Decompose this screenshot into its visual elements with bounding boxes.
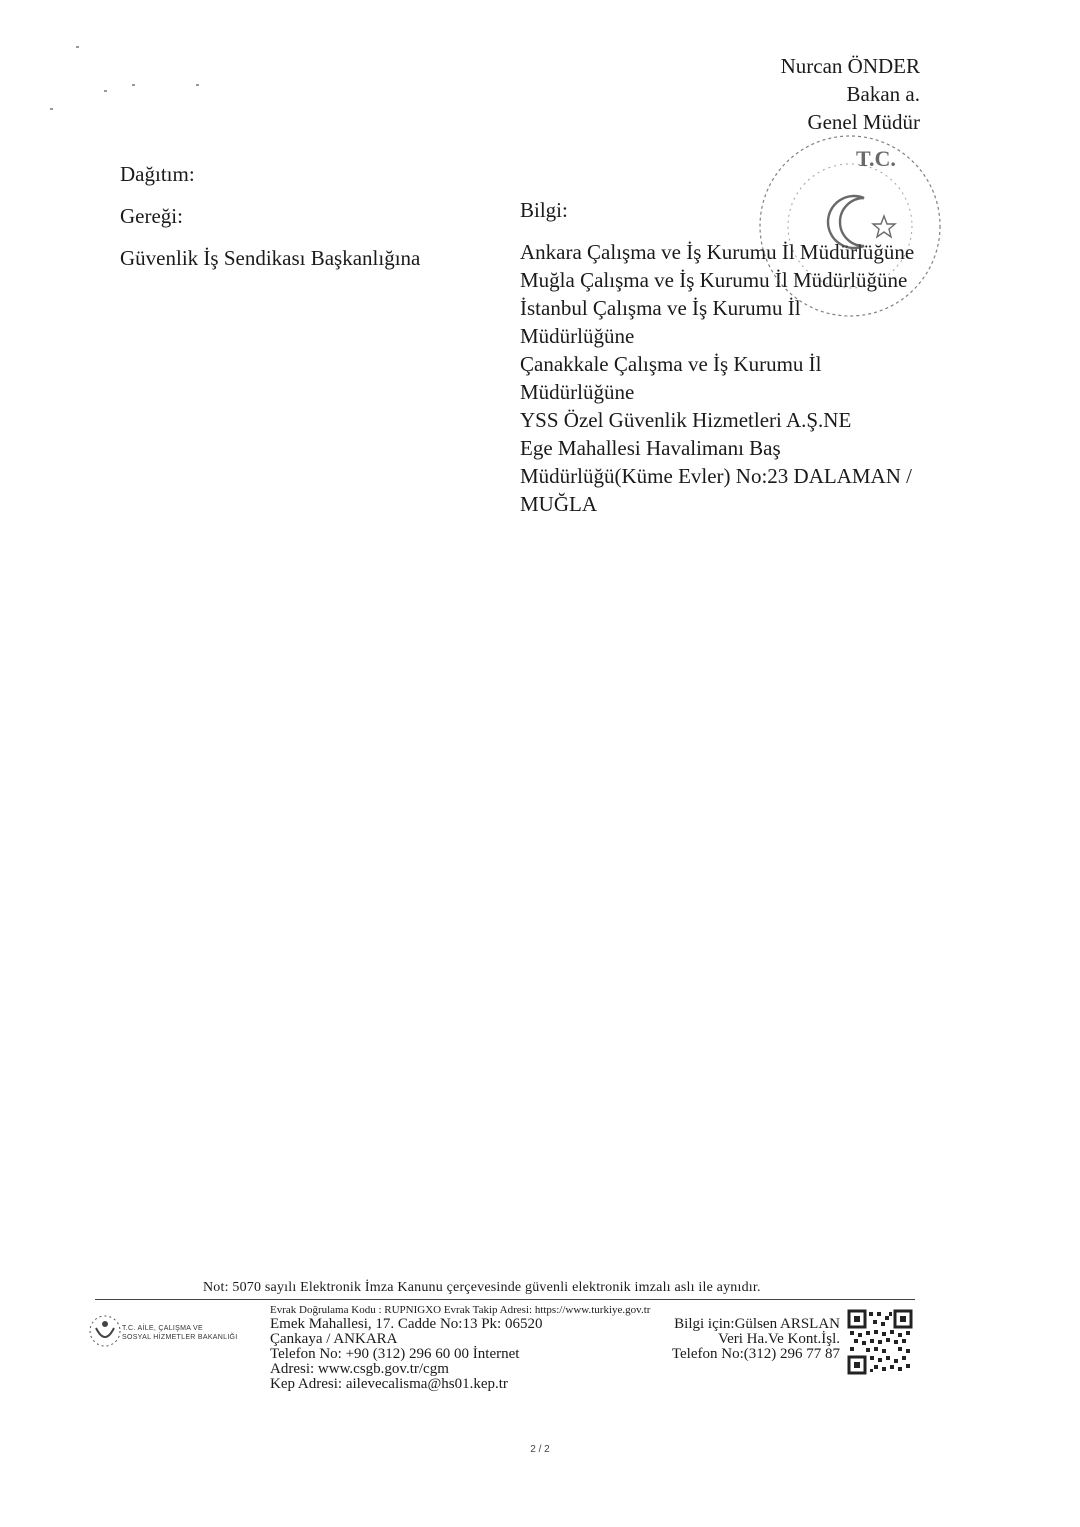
address-line: Kep Adresi: ailevecalisma@hs01.kep.tr [270,1376,508,1392]
contact-line: Telefon No:(312) 296 77 87 [671,1346,840,1362]
address-line: Adresi: www.csgb.gov.tr/cgm [270,1361,449,1377]
e-signature-note: Not: 5070 sayılı Elektronik İmza Kanunu çerçevesinde güvenli elektronik imzalı aslı ile aynıdır. [203,1280,761,1295]
qr-code [847,1309,913,1375]
official-seal-stamp [752,128,948,324]
info-heading: Bilgi: [520,198,568,222]
footer-contact [662,1317,840,1362]
logo-text-line: T.C. AİLE, ÇALIŞMA VE [122,1325,203,1332]
seal-text: T.C. [856,146,896,171]
contact-line: Bilgi için:Gülsen ARSLAN [674,1316,840,1332]
footer-divider [95,1299,915,1300]
page-number: 2 / 2 [530,1444,550,1455]
info-line: Müdürlüğüne [520,380,635,404]
signature-block [781,52,920,136]
scan-speck [132,84,135,86]
contact-line: Veri Ha.Ve Kont.İşl. [717,1331,840,1347]
info-line: Çanakkale Çalışma ve İş Kurumu İl [520,352,822,376]
info-line: MUĞLA [520,492,597,516]
address-line: Telefon No: +90 (312) 296 60 00 İnternet [270,1346,520,1362]
scan-speck [104,90,107,92]
scan-speck [50,108,53,110]
info-line: Müdürlüğüne [520,324,635,348]
distribution-heading: Dağıtım: [120,162,195,186]
distribution-block [120,160,420,286]
logo-text-line: SOSYAL HİZMETLER BAKANLIĞI [122,1334,238,1341]
info-line: YSS Özel Güvenlik Hizmetleri A.Ş.NE [520,408,852,432]
ministry-logo [88,1306,122,1356]
address-line: Çankaya / ANKARA [270,1331,398,1347]
signatory-on-behalf: Bakan a. [846,82,920,106]
info-line: Ege Mahallesi Havalimanı Baş [520,436,781,460]
ministry-logo-text [122,1324,238,1342]
signatory-title: Genel Müdür [807,110,920,134]
info-line: İstanbul Çalışma ve İş Kurumu İl [520,296,801,320]
signatory-name: Nurcan ÖNDER [780,54,920,78]
footer-address [270,1303,650,1392]
scan-speck [76,46,79,48]
action-recipient: Güvenlik İş Sendikası Başkanlığına [120,246,421,270]
info-line: Ankara Çalışma ve İş Kurumu İl Müdürlüğüne [520,240,915,264]
address-line: Emek Mahallesi, 17. Cadde No:13 Pk: 06520 [270,1316,543,1332]
info-line: Müdürlüğü(Küme Evler) No:23 DALAMAN / [520,464,912,488]
action-label: Gereği: [120,204,183,228]
verification-line: Evrak Doğrulama Kodu : RUPNIGXO Evrak Takip Adresi: https://www.turkiye.gov.tr [270,1304,651,1316]
scan-speck [196,84,199,86]
info-line: Muğla Çalışma ve İş Kurumu İl Müdürlüğüne [520,268,908,292]
